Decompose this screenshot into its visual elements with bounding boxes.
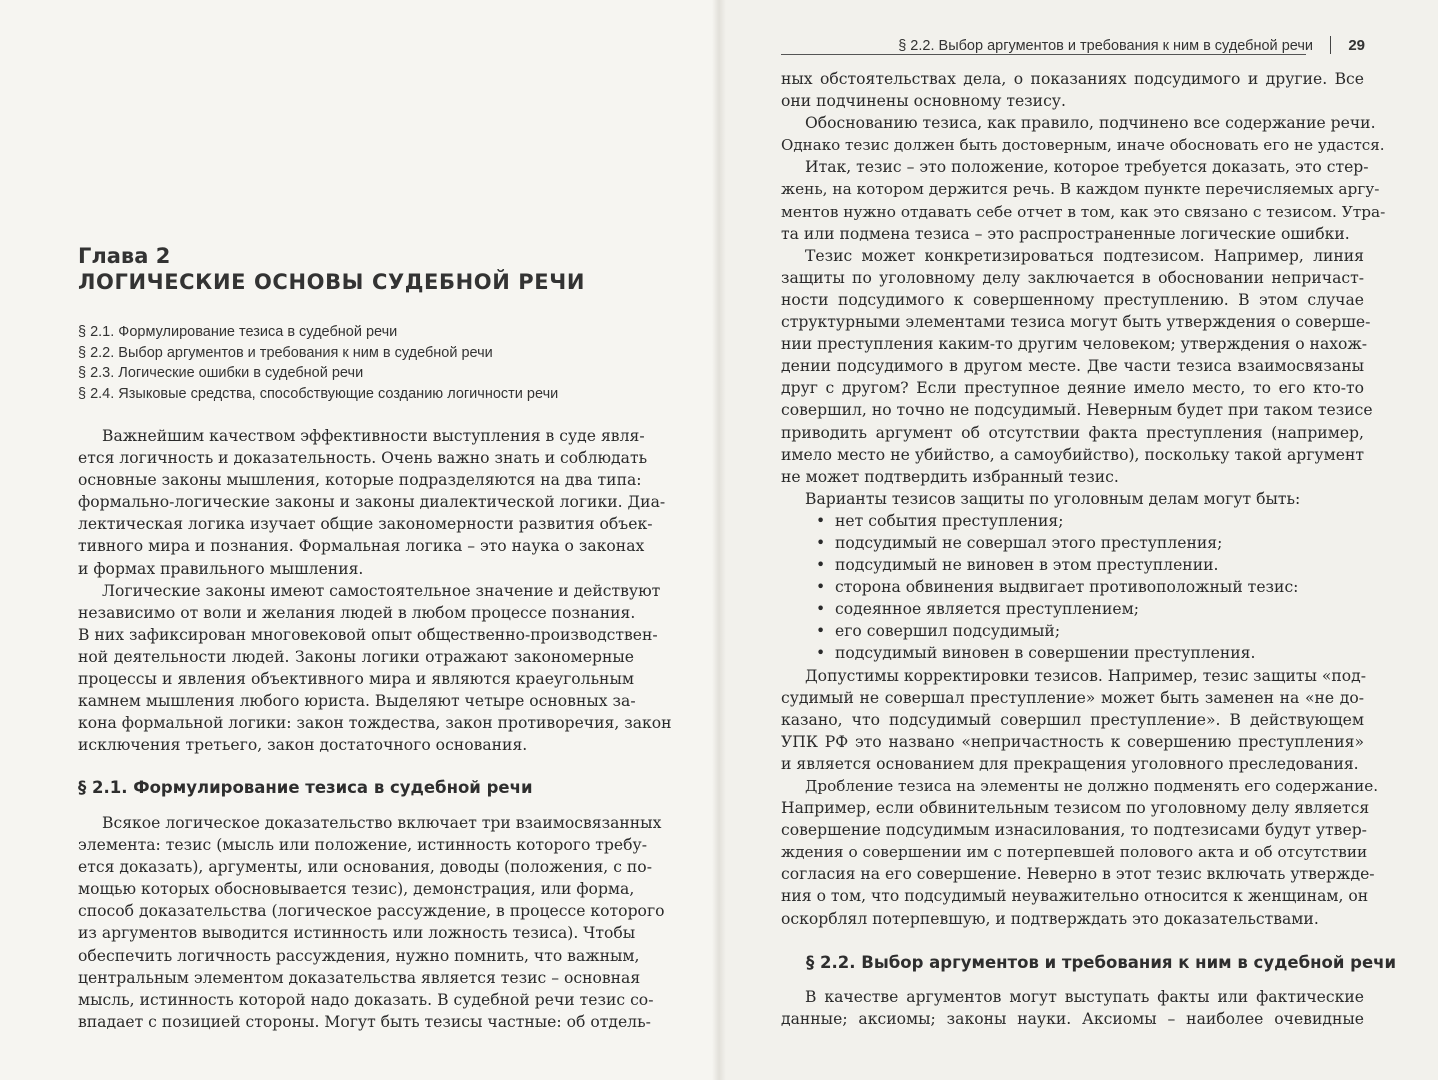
text-line: В качестве аргументов могут выступать факты или фактические — [805, 988, 1364, 1006]
text-line: не может подтвердить избранный тезис. — [781, 467, 1119, 486]
text-line: Итак, тезис – это положение, которое требуется доказать, это стер- — [805, 158, 1369, 177]
text-line: ментов нужно отдавать себе отчет в том, как это связано с тезисом. Утра- — [781, 202, 1386, 221]
thesis-variants-list — [781, 510, 1364, 665]
text-line: Логические законы имеют самостоятельное значение и действуют — [102, 581, 661, 600]
list-item: • подсудимый виновен в совершении преступления. — [781, 642, 1364, 664]
text-line: жень, на котором держится речь. В каждом пункте перечисляемых аргу- — [781, 180, 1380, 199]
text-line: ния о том, что подсудимый неуважительно относится к женщинам, он — [781, 887, 1369, 906]
book-gutter — [712, 0, 726, 1080]
text-line: Варианты тезисов защиты по уголовным делам могут быть: — [805, 489, 1301, 508]
right-text-1 — [781, 68, 1386, 930]
section-heading: § 2.2. Выбор аргументов и требования к ним в судебной речи — [806, 953, 1397, 972]
text-line: защиты по уголовному делу заключается в обосновании непричаст- — [781, 268, 1364, 287]
chapter-toc — [78, 322, 678, 404]
text-line: Тезис может конкретизироваться подтезисом. Например, линия — [805, 246, 1364, 265]
right-text-2 — [781, 986, 1364, 1030]
text-line: ных обстоятельствах дела, о показаниях подсудимого и другие. Все — [781, 70, 1364, 88]
text-line: основные законы мышления, которые подразделяются на два типа: — [78, 471, 642, 490]
text-line: структурными элементами тезиса могут быть утверждения о соверше- — [781, 313, 1371, 332]
text-line: имело место не убийство, а самоубийство), поскольку такой аргумент — [781, 445, 1364, 464]
text-line: мысль, истинность которой надо доказать. В судебной речи тезис со- — [78, 990, 654, 1009]
text-line: УПК РФ это названо «непричастность к совершению преступления» — [781, 732, 1364, 751]
chapter-title: ЛОГИЧЕСКИЕ ОСНОВЫ СУДЕБНОЙ РЕЧИ — [78, 270, 585, 294]
text-line: лектическая логика изучает общие закономерности развития объек- — [78, 515, 653, 534]
text-line: обеспечить логичность рассуждения, нужно помнить, что важным, — [78, 946, 640, 965]
toc-item: § 2.3. Логические ошибки в судебной речи — [78, 365, 364, 381]
text-line: совершил, но точно не подсудимый. Неверным будет при таком тезисе — [781, 401, 1373, 420]
text-line: Допустимы корректировки тезисов. Например, тезис защиты «под- — [805, 666, 1367, 685]
list-item: • подсудимый не виновен в этом преступлении. — [781, 554, 1364, 576]
running-head-divider — [1330, 36, 1331, 54]
toc-item: § 2.2. Выбор аргументов и требования к ним в судебной речи — [78, 344, 493, 361]
list-item: • нет события преступления; — [781, 510, 1364, 532]
text-line: казано, что подсудимый совершил преступление». В действующем — [781, 710, 1364, 729]
text-line: элемента: тезис (мысль или положение, истинность которого требу- — [78, 836, 647, 855]
text-line: оскорблял потерпевшую, и подтверждать это доказательствами. — [781, 909, 1319, 928]
text-line: ждения о совершении им с потерпевшей полового акта и об отсутствии — [781, 843, 1368, 862]
text-line: они подчинены основному тезису. — [781, 92, 1066, 111]
text-line: ности подсудимого к совершенному преступлению. В этом случае — [781, 290, 1364, 309]
text-line: дении подсудимого в другом месте. Две части тезиса взаимосвязаны — [781, 357, 1364, 376]
toc-item: § 2.1. Формулирование тезиса в судебной речи — [78, 324, 398, 340]
text-line: из аргументов выводится истинность или ложность тезиса). Чтобы — [78, 924, 636, 943]
text-line: Например, если обвинительным тезисом по уголовному делу является — [781, 799, 1370, 818]
text-line: совершение подсудимым изнасилования, то подтезисами будут утвер- — [781, 821, 1367, 840]
text-line: ной деятельности людей. Законы логики отражают закономерные — [78, 647, 634, 666]
text-line: камнем мышления любого юриста. Выделяют четыре основных за- — [78, 692, 636, 711]
running-head-rule — [781, 54, 1306, 55]
text-line: способ доказательства (логическое рассуждение, в процессе которого — [78, 902, 665, 921]
text-line: друг с другом? Если преступное деяние имело место, то его кто-то — [781, 379, 1364, 398]
text-line: та или подмена тезиса – это распространенные логические ошибки. — [781, 224, 1350, 243]
text-line: ется логичность и доказательность. Очень важно знать и соблюдать — [78, 449, 648, 468]
text-line: данные; аксиомы; законы науки. Аксиомы – наиболее очевидные — [781, 1010, 1364, 1029]
text-line: исключения третьего, закон достаточного основания. — [78, 736, 528, 755]
text-line: мощью которых обосновывается тезис), демонстрация, или форма, — [78, 880, 635, 899]
text-line: Дробление тезиса на элементы не должно подменять его содержание. — [805, 777, 1379, 795]
text-line: приводить аргумент об отсутствии факта преступления (например, — [781, 423, 1364, 442]
chapter-number: Глава 2 — [78, 244, 171, 268]
text-line: впадает с позицией стороны. Могут быть тезисы частные: об отдель- — [78, 1012, 651, 1031]
text-line: судимый не совершал преступление» может быть заменен на «не до- — [781, 688, 1364, 707]
text-line: и формах правильного мышления. — [78, 559, 364, 578]
section-heading: § 2.1. Формулирование тезиса в судебной речи — [78, 778, 533, 797]
page-number: 29 — [1348, 37, 1365, 54]
text-line: кона формальной логики: закон тождества, закон противоречия, закон — [78, 714, 672, 733]
text-line: независимо от воли и желания людей в любом процессе познания. — [78, 603, 636, 622]
text-line: нии преступления каким-то другим человеком; утверждения о нахож- — [781, 335, 1368, 354]
text-line: и является основанием для прекращения уголовного преследования. — [781, 754, 1359, 773]
text-line: формально-логические законы и законы диалектической логики. Диа- — [78, 493, 666, 512]
text-line: Однако тезис должен быть достоверным, иначе обосновать его не удастся. — [781, 136, 1385, 155]
left-intro-text — [78, 425, 672, 756]
text-line: тивного мира и познания. Формальная логика – это наука о законах — [78, 537, 645, 556]
text-line: центральным элементом доказательства является тезис – основная — [78, 968, 641, 987]
left-section-text — [78, 812, 665, 1033]
text-line: Обоснованию тезиса, как правило, подчинено все содержание речи. — [805, 114, 1376, 133]
running-head-title: § 2.2. Выбор аргументов и требования к ним в судебной речи — [898, 38, 1313, 54]
text-line: ется доказать), аргументы, или основания, доводы (положения, с по- — [78, 858, 652, 877]
list-item: • сторона обвинения выдвигает противоположный тезис: — [781, 576, 1364, 598]
text-line: Всякое логическое доказательство включает три взаимосвязанных — [102, 814, 662, 832]
text-line: согласия на его совершение. Неверно в этот тезис включать утвержде- — [781, 865, 1375, 884]
text-line: В них зафиксирован многовековой опыт общественно-производствен- — [78, 625, 658, 644]
text-line: Важнейшим качеством эффективности выступления в суде явля- — [102, 427, 645, 445]
list-item: • подсудимый не совершал этого преступления; — [781, 532, 1364, 554]
toc-item: § 2.4. Языковые средства, способствующие созданию логичности речи — [78, 385, 559, 402]
list-item: • содеянное является преступлением; — [781, 598, 1364, 620]
text-line: процессы и явления объективного мира и являются краеугольным — [78, 670, 634, 689]
list-item: • его совершил подсудимый; — [781, 620, 1364, 642]
